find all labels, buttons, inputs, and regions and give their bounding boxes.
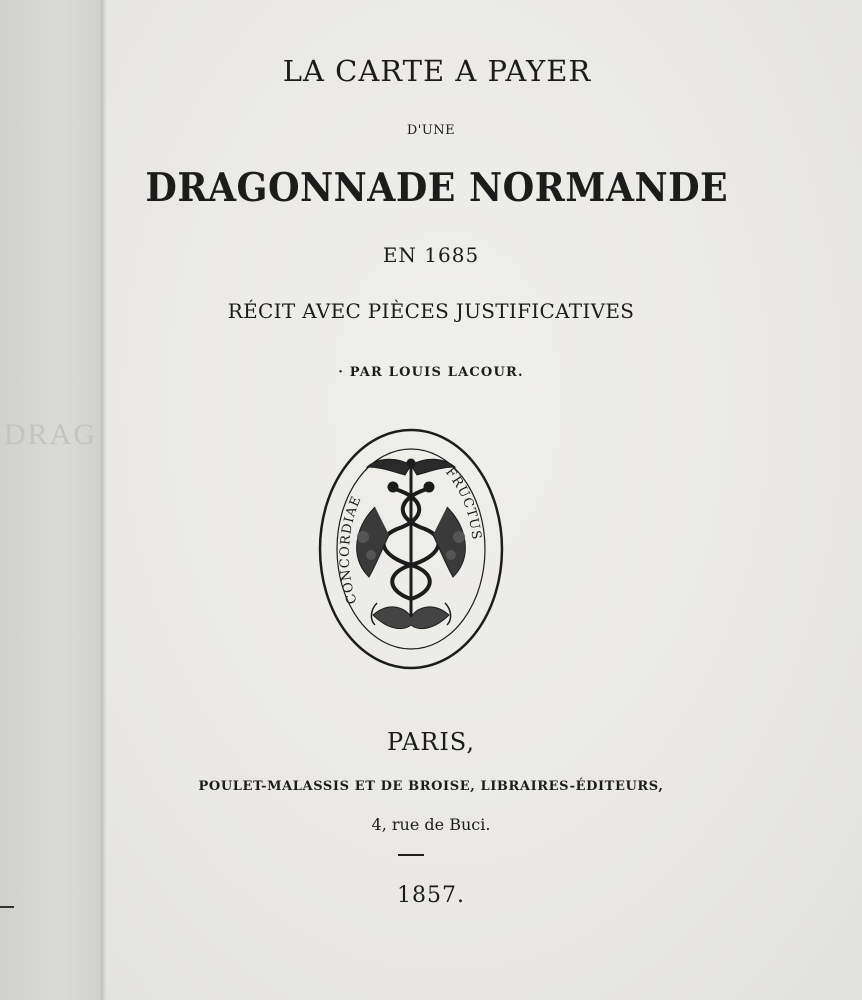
imprint-publisher: POULET-MALASSIS ET DE BROISE, LIBRAIRES-ÉDITEURS, [198,779,664,794]
title-line-1: LA CARTE A PAYER [282,54,592,88]
title-connector: D'UNE [406,123,456,138]
publisher-emblem [317,427,505,671]
caduceus-icon [357,459,466,629]
imprint-address: 4, rue de Buci. [371,815,491,834]
emblem-motto-right: FRUCTUS [442,464,484,542]
title-date: EN 1685 [382,243,480,267]
imprint-year: 1857. [397,883,465,908]
imprint-divider [398,854,424,856]
emblem-motto-left: CONCORDIAE [337,493,365,606]
author-line: · PAR LOUIS LACOUR. [338,365,524,380]
subtitle: RÉCIT AVEC PIÈCES JUSTIFICATIVES [227,299,635,323]
imprint-city: PARIS, [386,728,476,756]
left-page [0,0,104,1000]
title-line-2: DRAGONNADE NORMANDE [145,165,729,211]
bleed-through-text: DRAG [4,418,98,451]
